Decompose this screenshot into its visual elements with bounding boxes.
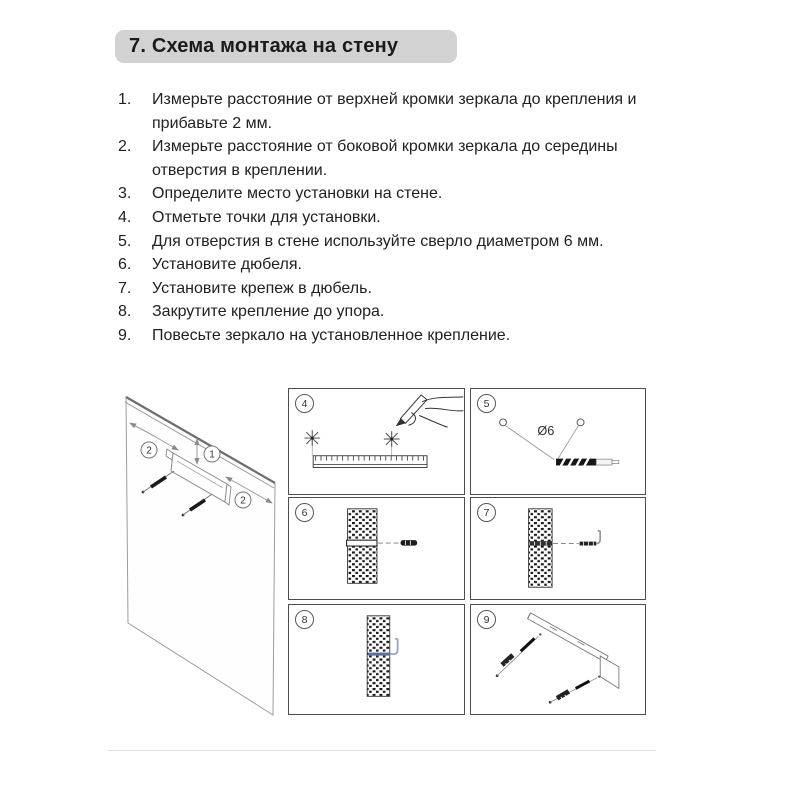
step-text: Закрутите крепление до упора. [152, 303, 385, 321]
screw-with-dowel [549, 678, 598, 704]
mark-asterisk [384, 431, 400, 447]
insert-hook-illustration [471, 498, 645, 599]
step-item [118, 135, 644, 182]
step-text: Для отверстия в стене используйте сверло диаметром 6 мм. [152, 232, 604, 250]
panel-number-badge: 5 [477, 394, 496, 413]
panel-number-badge: 9 [477, 610, 496, 629]
panel-step-6 [288, 497, 465, 600]
mark-points-illustration [289, 389, 464, 494]
step-number: 9. [118, 326, 132, 344]
step-number: 6. [118, 256, 132, 274]
hang-mirror-illustration [471, 605, 645, 714]
step-item [118, 300, 644, 324]
step-number: 1. [118, 91, 132, 108]
step-text: Повесьте зеркало на установленное крепление. [152, 326, 511, 344]
step-number: 2. [118, 138, 132, 156]
panel-number-badge: 7 [477, 503, 496, 522]
mark-asterisk [304, 430, 320, 446]
step-item [118, 230, 644, 254]
hook-fastener [580, 530, 601, 545]
hook-installed-illustration [289, 605, 464, 714]
step-number: 3. [118, 185, 132, 203]
hole-mark [577, 419, 584, 426]
insert-dowel-illustration [289, 498, 464, 599]
callout-2-right: 2 [240, 495, 246, 507]
step-text: Отметьте точки для установки. [152, 208, 381, 226]
panel-number-badge: 6 [295, 503, 314, 522]
step-text: Определите место установки на стене. [152, 185, 443, 203]
instruction-steps [118, 88, 644, 348]
step-text: Измерьте расстояние от верхней кромки зеркала до крепления и прибавьте 2 мм. [152, 91, 637, 132]
step-item [118, 324, 644, 348]
callout-2-left: 2 [146, 445, 152, 457]
step-number: 4. [118, 208, 132, 226]
step-text: Установите крепеж в дюбель. [152, 279, 372, 297]
drill-bit [556, 458, 619, 467]
step-item [118, 277, 644, 301]
step-item [118, 182, 644, 206]
mounting-rail [528, 613, 619, 689]
dowel-in-wall [530, 541, 553, 546]
step-number: 5. [118, 232, 132, 250]
callout-1: 1 [209, 449, 215, 461]
step-number: 7. [118, 279, 132, 297]
ruler [313, 456, 427, 468]
step-text: Измерьте расстояние от боковой кромки зеркала до середины отверстия в креплении. [152, 138, 618, 179]
wall-section [529, 509, 553, 587]
dowel [401, 540, 418, 545]
drill-diameter-label: Ø6 [537, 423, 555, 439]
hand-with-pencil [396, 395, 464, 427]
drilled-hole [347, 540, 377, 546]
panel-step-8 [288, 604, 465, 715]
panel-step-4 [288, 388, 465, 495]
step-text: Установите дюбеля. [152, 256, 302, 274]
drill-hole-illustration [471, 389, 645, 494]
panel-step-9 [470, 604, 646, 715]
mirror-back-diagram [100, 388, 295, 718]
panel-number-badge: 8 [295, 610, 314, 629]
step-item [118, 253, 644, 277]
section-title-bar [115, 30, 457, 63]
section-title: 7. Схема монтажа на стену [129, 35, 399, 57]
step-number: 8. [118, 303, 132, 321]
hole-mark [500, 419, 507, 426]
step-item [118, 88, 644, 135]
step-item [118, 206, 644, 230]
panel-step-5 [470, 388, 646, 495]
wall-section [367, 616, 390, 697]
panel-step-7 [470, 497, 646, 600]
panel-number-badge: 4 [295, 394, 314, 413]
page-edge-shadow [108, 750, 656, 751]
screw-with-dowel [496, 636, 539, 677]
